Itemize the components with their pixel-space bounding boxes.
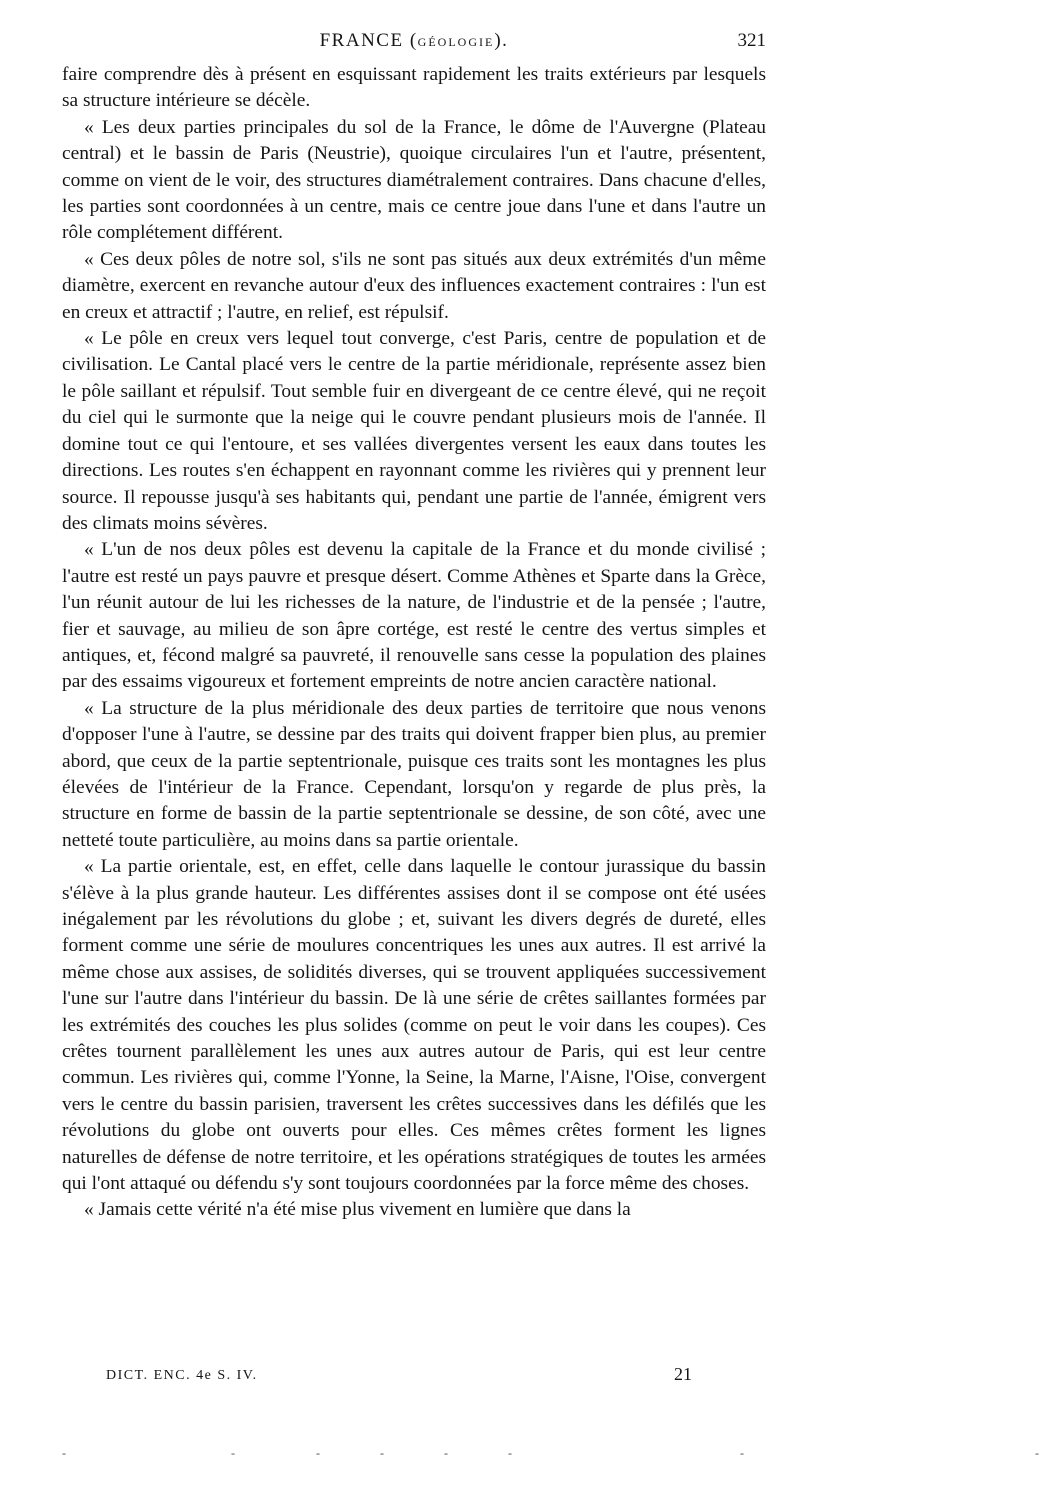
- paragraph-5: « L'un de nos deux pôles est devenu la capitale de la France et du monde civilisé ; l'autre est resté un pays pauvre et presque désert. Comme Athènes et Sparte dans la Grèce, l'un réunit autour de lui les richesses de la nature, de l'industrie et de la pensée ; l'autre, fier et sauvage, au milieu de son âpre cortége, est resté le centre des vertus simples et antiques, et, fécond malgré sa pauvreté, il renouvelle sans cesse la population des plaines par des essaims vigoureux et fortement empreints de notre ancien caractère national.: [62, 539, 766, 693]
- running-title-close: ).: [494, 30, 509, 51]
- paragraph-2: « Les deux parties principales du sol de la France, le dôme de l'Auvergne (Plateau central) et le bassin de Paris (Neustrie), quoique circulaires l'un et l'autre, présentent, comme on vient de le voir, des structures diamétralement contraires. Dans chacune d'elles, les parties sont coordonnées à un centre, mais ce centre joue dans l'une et dans l'autre un rôle complétement différent.: [62, 116, 766, 244]
- sheet-number: 21: [674, 1364, 692, 1384]
- paragraph-1: faire comprendre dès à présent en esquissant rapidement les traits extérieurs par lesquels sa structure intérieure se décèle.: [62, 64, 766, 112]
- page-number: 321: [737, 30, 766, 51]
- paragraph-3: « Ces deux pôles de notre sol, s'ils ne sont pas situés aux deux extrémités d'un même diamètre, exercent en revanche autour d'eux des influences exactement contraires : l'un est en creux et attractif ; l'autre, en relief, est répulsif.: [62, 248, 766, 323]
- scan-speckle-marks: - - - - - - - -: [62, 1446, 1057, 1460]
- running-title-main: FRANCE: [319, 30, 404, 51]
- paragraph-6: « La structure de la plus méridionale des deux parties de territoire que nous venons d'opposer l'une à l'autre, se dessine par des traits qui doivent frapper bien plus, au premier abord, que ceux de la partie septentrionale, puisque ces traits sont les montagnes les plus élevées de l'intérieur de la France. Cependant, lorsqu'on y regarde de plus près, la structure en forme de bassin de la partie septentrionale se dessine, de son côté, avec une netteté toute particulière, au moins dans sa partie orientale.: [62, 697, 766, 851]
- printer-signature: DICT. ENC. 4e S. IV.: [106, 1368, 258, 1383]
- running-title-open: (: [403, 30, 418, 51]
- running-header: [62, 30, 766, 56]
- running-title: [62, 30, 766, 52]
- paragraph-8: « Jamais cette vérité n'a été mise plus vivement en lumière que dans la: [84, 1199, 631, 1221]
- paragraph-4: « Le pôle en creux vers lequel tout converge, c'est Paris, centre de population et de civilisation. Le Cantal placé vers le centre de la partie méridionale, représente assez bien le pôle saillant et répulsif. Tout semble fuir en divergeant de ce centre élevé, qui ne reçoit du ciel qui le surmonte que la neige qui le couvre pendant plusieurs mois de l'année. Il domine tout ce qui l'entoure, et ses vallées divergentes versent les eaux dans toutes les directions. Les routes s'en échappent en rayonnant comme les rivières qui y prennent leur source. Il repousse jusqu'à ses habitants qui, pendant une partie de l'année, émigrent vers des climats moins sévères.: [62, 328, 766, 534]
- body-text: [62, 62, 766, 1224]
- page-footer: [62, 1364, 766, 1388]
- running-title-sub: GÉOLOGIE: [417, 35, 495, 49]
- paragraph-7: « La partie orientale, est, en effet, celle dans laquelle le contour jurassique du bassin s'élève à la plus grande hauteur. Les différentes assises dont il se compose ont été usées inégalement par les révolutions du globe ; et, suivant les divers degrés de dureté, elles forment comme une série de moulures concentriques les unes aux autres. Il est arrivé la même chose aux assises, de solidités diverses, qui se trouvent appliquées successivement l'une sur l'autre dans l'intérieur du bassin. De là une série de crêtes saillantes formées par les extrémités des couches les plus solides (comme on peut le voir dans les coupes). Ces crêtes tournent parallèlement les unes aux autres autour de Paris, qui est leur centre commun. Les rivières qui, comme l'Yonne, la Seine, la Marne, l'Aisne, l'Oise, convergent vers le centre du bassin parisien, traversent les crêtes successives dans les défilés que les révolutions du globe ont ouverts pour elles. Ces mêmes crêtes forment les lignes naturelles de défense de notre territoire, et les opérations stratégiques de toutes les armées qui l'ont attaqué ou défendu s'y sont toujours coordonnées par la force même des choses.: [62, 856, 766, 1195]
